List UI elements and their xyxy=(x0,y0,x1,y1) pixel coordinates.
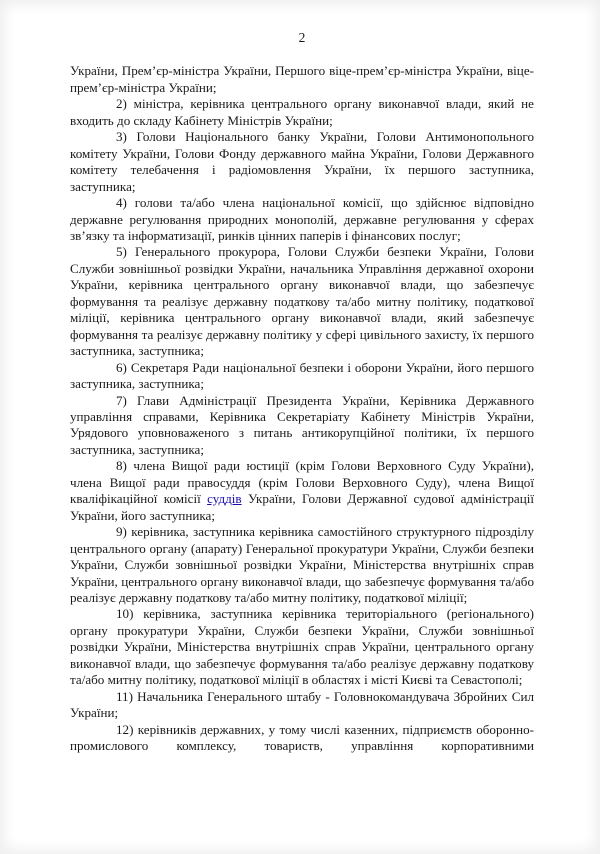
paragraph-item-8-text-before-link: 8) члена Вищої ради юстиції (крім Голови Верховного Суду України), члена Вищої ради правосуддя (крім Голови Верховного Суду), члена Вищої кваліфікаційної комісії xyxy=(70,458,534,507)
paragraph-item-8 xyxy=(70,458,534,524)
paragraph-item-7: 7) Глави Адміністрації Президента України, Керівника Державного управління справами, Керівника Секретаріату Кабінету Міністрів України, Урядового уповноваженого з питань антикорупційної політики, їх першого заступника, заступника; xyxy=(70,392,534,457)
paragraph-item-9: 9) керівника, заступника керівника самостійного структурного підрозділу центрального органу (апарату) Генеральної прокуратури України, Служби безпеки України, Служби зовнішньої розвідки України, Міністерства внутрішніх справ України, центрального органу виконавчої влади, що забезпечує формування та/або реалізує державну податкову та/або митну політику, податкової міліції; xyxy=(70,524,534,605)
paragraph-item-12: 12) керівників державних, у тому числі казенних, підприємств оборонно-промислового комплексу, товариств, управління корпоративними xyxy=(70,721,534,754)
page-number: 2 xyxy=(298,30,306,45)
paragraph-item-10: 10) керівника, заступника керівника територіального (регіонального) органу прокуратури України, Служби безпеки України, Служби зовнішньої розвідки України, Міністерства внутрішніх справ України, центрального органу виконавчої влади, що забезпечує формування та/або реалізує державну податкову та/або митну політику, податкової міліції в областях і місті Києві та Севастополі; xyxy=(70,606,534,688)
paragraph-item-5: 5) Генерального прокурора, Голови Служби безпеки України, Голови Служби зовнішньої розвідки України, начальника Управління державної охорони України, керівника центрального органу виконавчої влади, що забезпечує формування та реалізує державну податкову та/або митну політику, податкової міліції, керівника центрального органу виконавчої влади, який забезпечує формування та реалізує державну політику у сфері цивільного захисту, їх першого заступника, заступника; xyxy=(70,244,534,359)
paragraph-item-4: 4) голови та/або члена національної комісії, що здійснює відповідно державне регулювання природних монополій, державне регулювання у сферах зв’язку та інформатизації, ринків цінних паперів і фінансових послуг; xyxy=(70,195,534,243)
document-page xyxy=(70,30,534,754)
paragraph-item-3: 3) Голови Національного банку України, Голови Антимонопольного комітету України, Голови Фонду державного майна України, Голови Державного комітету телебачення і радіомовлення України, їх першого заступника, заступника; xyxy=(70,129,534,194)
judges-link[interactable]: суддів xyxy=(207,491,242,507)
paragraph-item-2: 2) міністра, керівника центрального органу виконавчої влади, який не входить до складу Кабінету Міністрів України; xyxy=(70,96,534,128)
paragraph-item-8-text-after-link: України, Голови Державної судової адміністрації України, його заступника; xyxy=(70,491,535,523)
paragraph-item-6: 6) Секретаря Ради національної безпеки і оборони України, його першого заступника, заступника; xyxy=(70,359,534,392)
paragraph-item-11: 11) Начальника Генерального штабу - Головнокомандувача Збройних Сил України; xyxy=(70,688,534,721)
paragraph-continuation: України, Прем’єр-міністра України, Першого віце-прем’єр-міністра України, віце-прем’єр-міністра України; xyxy=(70,63,534,95)
